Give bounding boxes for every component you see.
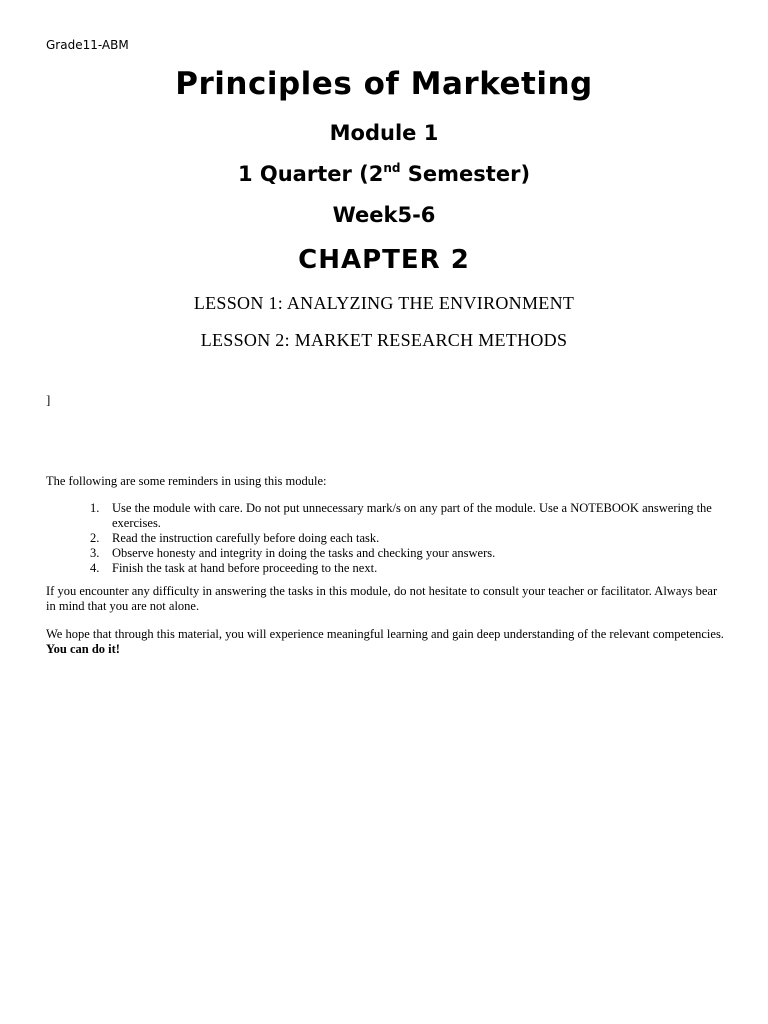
module-heading: Module 1: [329, 121, 439, 145]
week-heading: Week5-6: [332, 203, 436, 227]
closing-paragraph: [46, 627, 726, 657]
quarter-prefix: 1 Quarter (2: [237, 162, 384, 186]
quarter-heading: [0, 162, 768, 186]
reminders-list: [90, 501, 732, 576]
list-item: [90, 501, 732, 531]
difficulty-paragraph: If you encounter any difficulty in answering the tasks in this module, do not hesitate to consult your teacher or facilitator. Always bear in mind that you are not alone.: [46, 584, 718, 613]
list-item-text: Observe honesty and integrity in doing the tasks and checking your answers.: [112, 546, 496, 560]
list-item-number: 1.: [90, 501, 100, 515]
list-item: [90, 561, 732, 576]
list-item-number: 4.: [90, 561, 100, 575]
list-item-text: Read the instruction carefully before doing each task.: [112, 531, 380, 545]
list-item: [90, 531, 732, 546]
lesson-2-heading: LESSON 2: MARKET RESEARCH METHODS: [200, 330, 568, 350]
list-item: [90, 546, 732, 561]
list-item-text: Use the module with care. Do not put unnecessary mark/s on any part of the module. Use a NOTEBOOK answering the exercises.: [112, 501, 712, 530]
grade-label: Grade11-ABM: [46, 38, 129, 52]
lesson-1-heading: LESSON 1: ANALYZING THE ENVIRONMENT: [193, 293, 575, 313]
chapter-heading: CHAPTER 2: [298, 245, 470, 275]
list-item-number: 3.: [90, 546, 100, 560]
quarter-suffix: Semester): [400, 162, 531, 186]
list-item-number: 2.: [90, 531, 100, 545]
list-item-text: Finish the task at hand before proceeding to the next.: [112, 561, 378, 575]
quarter-superscript: nd: [383, 161, 401, 175]
stray-bracket: ]: [46, 392, 51, 407]
reminders-intro: The following are some reminders in using this module:: [46, 474, 327, 488]
closing-emphasis: You can do it!: [46, 642, 120, 656]
closing-text: We hope that through this material, you will experience meaningful learning and gain deep understanding of the relevant competencies.: [46, 627, 724, 641]
document-title: Principles of Marketing: [175, 66, 593, 102]
